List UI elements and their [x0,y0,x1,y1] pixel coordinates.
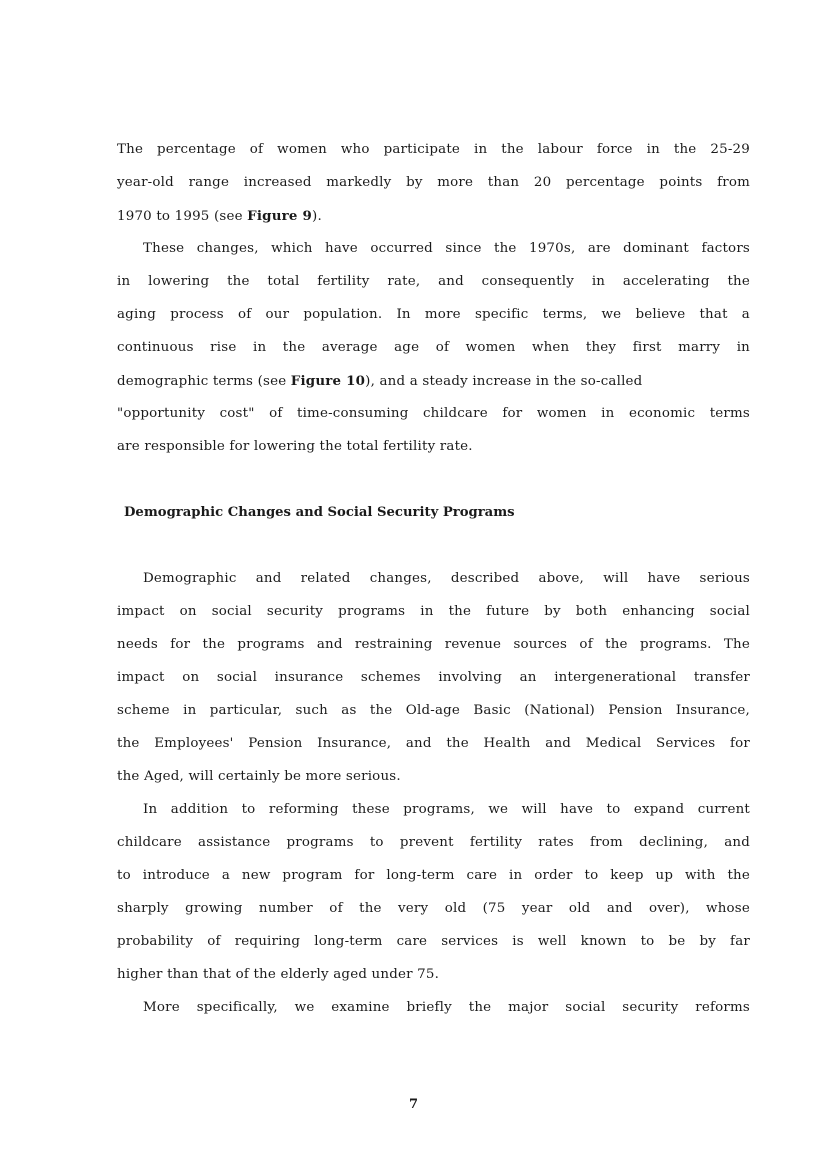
text-line: the Aged, will certainly be more serious. [117,769,401,784]
figure-9-reference: Figure 9 [247,208,313,224]
text-line: to introduce a new program for long-term care in order to keep up with the [117,868,750,883]
text-line [117,208,750,225]
text-line: year-old range increased markedly by more than 20 percentage points from [117,175,750,190]
figure-10-reference: Figure 10 [290,373,366,389]
text-line [117,373,750,390]
text-line: aging process of our population. In more specific terms, we believe that a [117,307,750,322]
text-line: the Employees' Pension Insurance, and the Health and Medical Services for [117,736,750,751]
text-line: childcare assistance programs to prevent fertility rates from declining, and [117,835,750,850]
text-line: probability of requiring long-term care services is well known to be by far [117,934,750,949]
text-line: In addition to reforming these programs, we will have to expand current [143,802,750,817]
text-line: Demographic and related changes, described above, will have serious [143,571,750,586]
text-line: These changes, which have occurred since the 1970s, are dominant factors [143,241,750,256]
text-line: sharply growing number of the very old (75 year old and over), whose [117,901,750,916]
text-segment: ), and a steady increase in the so-called [365,374,643,389]
text-segment: demographic terms (see [117,374,291,389]
text-line: higher than that of the elderly aged under 75. [117,967,440,982]
text-segment: ). [312,209,322,224]
text-line: scheme in particular, such as the Old-age Basic (National) Pension Insurance, [117,703,750,718]
text-segment: 1970 to 1995 (see [117,209,248,224]
text-line: are responsible for lowering the total fertility rate. [117,439,473,454]
text-line: in lowering the total fertility rate, and consequently in accelerating the [117,274,750,289]
text-line: needs for the programs and restraining revenue sources of the programs. The [117,637,750,652]
text-line: impact on social insurance schemes involving an intergenerational transfer [117,670,750,685]
section-heading: Demographic Changes and Social Security Programs [124,505,515,520]
text-line: impact on social security programs in the future by both enhancing social [117,604,750,619]
page-number: 7 [408,1097,419,1112]
text-line: The percentage of women who participate in the labour force in the 25-29 [117,142,750,157]
text-line: continuous rise in the average age of women when they first marry in [117,340,750,355]
text-line: More specifically, we examine briefly the major social security reforms [143,1000,750,1015]
text-line: "opportunity cost" of time-consuming childcare for women in economic terms [117,406,750,421]
